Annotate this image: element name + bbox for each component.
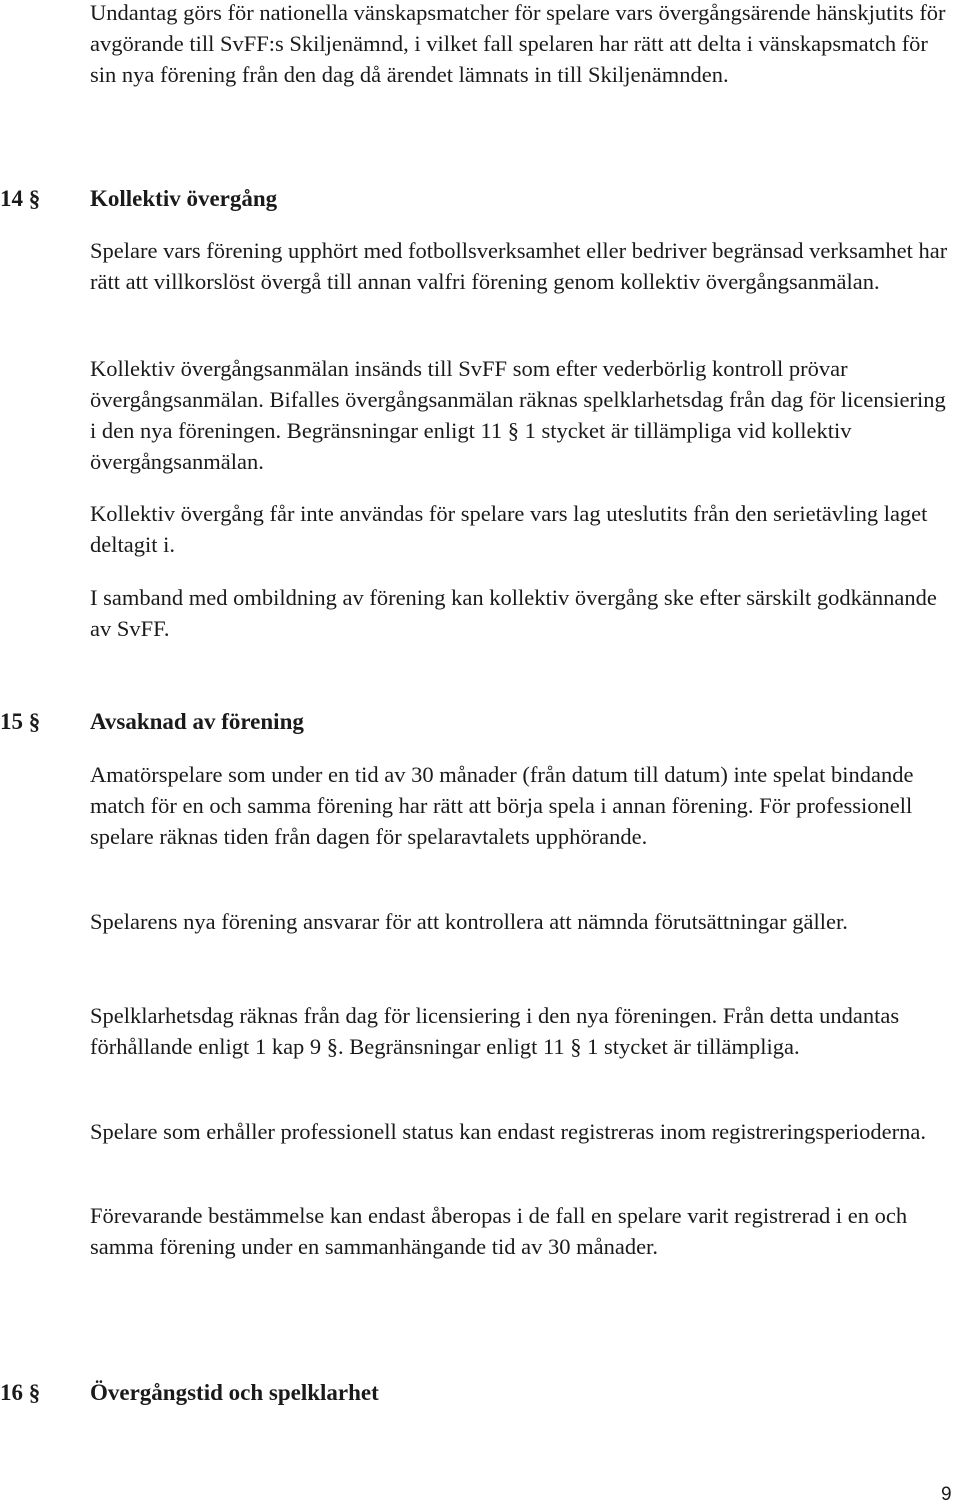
section-14-paragraph-3: Kollektiv övergång får inte användas för spelare vars lag uteslutits från den serietävling laget deltagit i. bbox=[90, 501, 928, 557]
section-14-paragraph-2: Kollektiv övergångsanmälan insänds till SvFF som efter vederbörlig kontroll prövar övergångsanmälan. Bifalles övergångsanmälan räknas spelklarhetsdag från dag för licensiering i den nya föreningen. Begränsningar enligt 11 § 1 stycket är tillämpliga vid kollektiv övergångsanmälan. bbox=[90, 356, 946, 474]
section-15-paragraph-1: Amatörspelare som under en tid av 30 månader (från datum till datum) inte spelat bindande match för en och samma förening har rätt att börja spela i annan förening. För professionell spelare räknas tiden från dagen för spelaravtalets upphörande. bbox=[90, 762, 914, 849]
section-14-paragraph-1: Spelare vars förening upphört med fotbollsverksamhet eller bedriver begränsad verksamhet har rätt att villkorslöst övergå till annan valfri förening genom kollektiv övergångsanmälan. bbox=[90, 238, 948, 294]
section-number: 16 § bbox=[0, 1380, 41, 1405]
section-15-paragraph-5: Förevarande bestämmelse kan endast åberopas i de fall en spelare varit registrerad i en och samma förening under en sammanhängande tid av 30 månader. bbox=[90, 1203, 908, 1259]
section-14-paragraph-4: I samband med ombildning av förening kan kollektiv övergång ske efter särskilt godkännande av SvFF. bbox=[90, 585, 937, 641]
section-number: 14 § bbox=[0, 186, 41, 211]
section-number: 15 § bbox=[0, 709, 41, 734]
section-15-paragraph-4: Spelare som erhåller professionell status kan endast registreras inom registreringsperioderna. bbox=[90, 1119, 926, 1144]
section-title: Avsaknad av förening bbox=[90, 709, 304, 734]
intro-paragraph: Undantag görs för nationella vänskapsmatcher för spelare vars övergångsärende hänskjutits för avgörande till SvFF:s Skiljenämnd, i vilket fall spelaren har rätt att delta i vänskapsmatch för sin nya förening från den dag då ärendet lämnats in till Skiljenämnden. bbox=[90, 0, 946, 87]
section-title: Övergångstid och spelklarhet bbox=[90, 1380, 379, 1405]
section-15-paragraph-2: Spelarens nya förening ansvarar för att kontrollera att nämnda förutsättningar gäller. bbox=[90, 909, 848, 934]
section-15-paragraph-3: Spelklarhetsdag räknas från dag för licensiering i den nya föreningen. Från detta undantas förhållande enligt 1 kap 9 §. Begränsningar enligt 11 § 1 stycket är tillämpliga. bbox=[90, 1003, 900, 1059]
page-number: 9 bbox=[941, 1484, 952, 1505]
section-title: Kollektiv övergång bbox=[90, 186, 278, 211]
